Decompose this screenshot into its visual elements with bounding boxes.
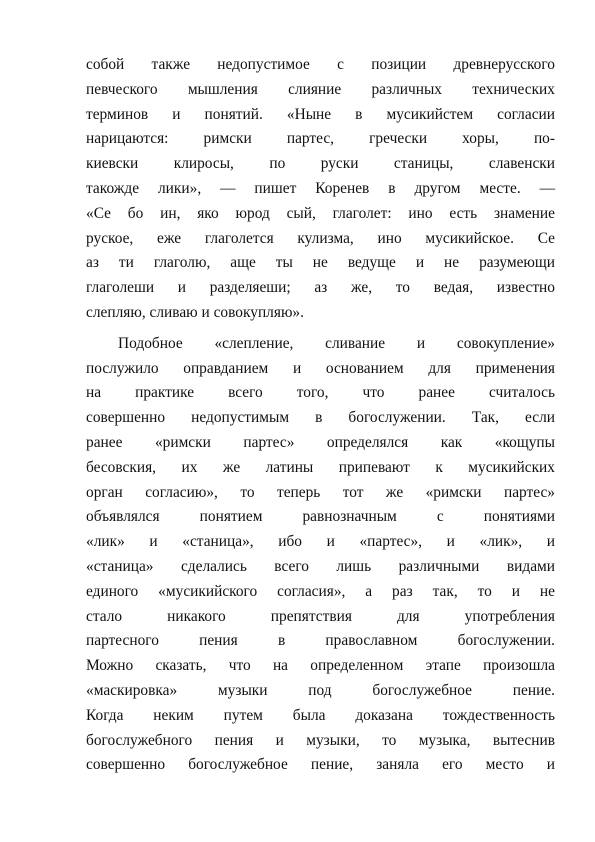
text-line: терминов и понятий. «Ныне в мусикийстем согласии [86, 105, 555, 123]
text-line: единого «мусикийского согласия», а раз так, то и не [86, 582, 555, 600]
text-line: Когда неким путем была доказана тождественность [86, 706, 555, 724]
text-line: глаголеши и разделяеши; аз же, то ведая, известно [86, 279, 555, 297]
text-line: бесовския, их же латины припевают к мусикийских [86, 458, 555, 476]
text-line: нарицаются: римски партес, гречески хоры, по- [86, 130, 555, 148]
text-line: Подобное «слепление, сливание и совокупление» [118, 334, 555, 352]
text-line: на практике всего того, что ранее считалось [86, 384, 555, 402]
text-line: объявлялся понятием равнозначным с понятиями [86, 508, 555, 526]
text-line: ранее «римски партес» определялся как «кощупы [86, 433, 555, 451]
text-line: стало никакого препятствия для употребления [86, 607, 555, 625]
text-line: «станица» сделались всего лишь различными видами [86, 557, 555, 575]
paragraph-1 [86, 53, 555, 326]
text-line: совершенно недопустимым в богослужении. Так, если [86, 409, 555, 427]
text-line: слепляю, сливаю и совокупляю». [86, 303, 304, 321]
text-line: собой также недопустимое с позиции древнерусского [86, 56, 555, 73]
paragraph-2 [86, 332, 555, 778]
text-line: «маскировка» музыки под богослужебное пение. [86, 681, 555, 699]
text-line: совершенно богослужебное пение, заняла его место и [86, 756, 555, 774]
text-line: Можно сказать, что на определенном этапе произошла [86, 657, 555, 675]
text-line: послужило оправданием и основанием для применения [86, 359, 555, 377]
body-text [86, 53, 555, 778]
text-line: киевски клиросы, по руски станицы, славенски [86, 155, 555, 173]
text-line: руское, еже глаголется кулизма, ино мусикийское. Се [86, 229, 555, 247]
text-line: певческого мышления слияние различных технических [86, 80, 555, 98]
text-line: «Се бо ин, яко юрод сый, глаголет: ино есть знамение [86, 204, 555, 222]
text-line: аз ти глаголю, аще ты не ведуще и не разумеющи [86, 254, 555, 272]
text-line: такожде лики», — пишет Коренев в другом месте. — [86, 179, 555, 197]
text-line: партесного пения в православном богослужении. [86, 632, 555, 650]
text-line: богослужебного пения и музыки, то музыка, вытеснив [86, 731, 555, 749]
text-line: орган согласию», то теперь тот же «римски партес» [86, 483, 555, 501]
text-line: «лик» и «станица», ибо и «партес», и «лик», и [86, 533, 555, 551]
